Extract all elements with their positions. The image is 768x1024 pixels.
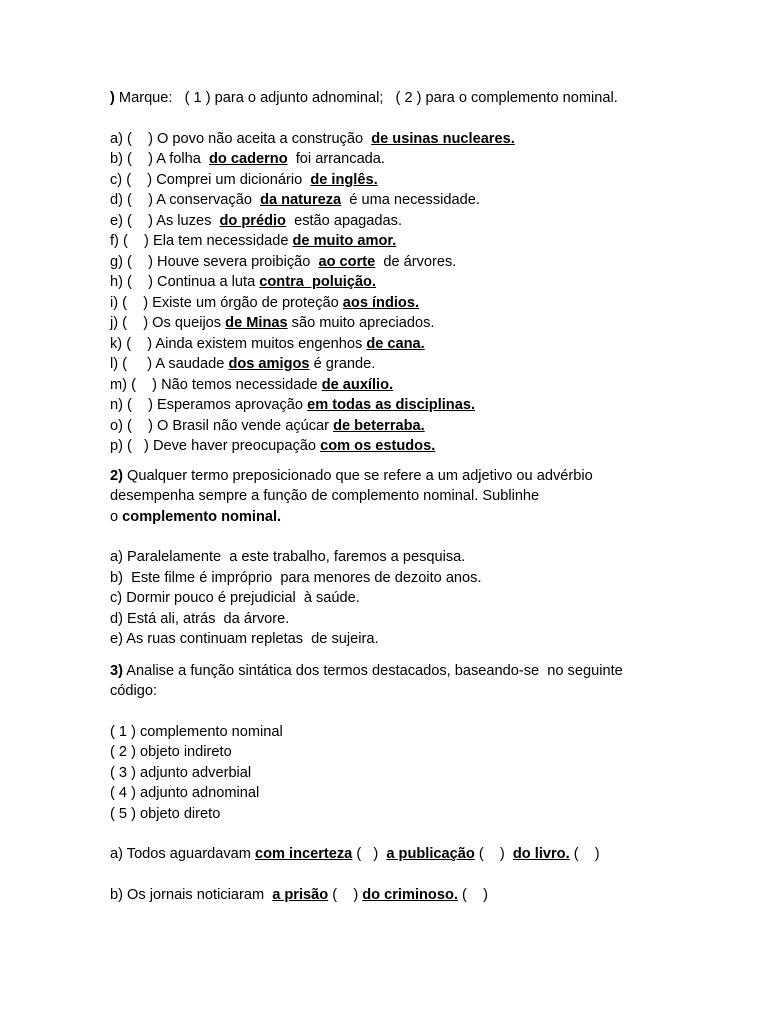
q3-code-option: ( 3 ) adjunto adverbial bbox=[110, 764, 252, 781]
q1-item-highlighted-term: com os estudos. bbox=[320, 438, 436, 454]
q3-item-a-term: do livro. bbox=[512, 846, 570, 862]
q3-item-a bbox=[110, 844, 670, 865]
q2-item-list bbox=[110, 547, 670, 650]
q1-item bbox=[110, 231, 670, 252]
q1-item-text: o) ( ) O Brasil não vende açúcar bbox=[110, 417, 334, 434]
q1-item bbox=[110, 375, 670, 396]
q3-item-a-term: com incerteza bbox=[254, 846, 353, 862]
q1-item-text: i) ( ) Existe um órgão de proteção bbox=[110, 294, 343, 311]
q1-item-highlighted-term: ao corte bbox=[318, 253, 376, 270]
q1-item-highlighted-term: de Minas bbox=[225, 315, 288, 331]
q1-item-highlighted-term: de inglês. bbox=[310, 171, 378, 188]
q1-item bbox=[110, 211, 670, 232]
q2-item: d) Está ali, atrás da árvore. bbox=[110, 610, 290, 627]
q3-item-a-blank: ( ) bbox=[569, 846, 600, 862]
q1-item-text: n) ( ) Esperamos aprovação bbox=[110, 397, 308, 413]
q1-item-highlighted-term: em todas as disciplinas. bbox=[307, 397, 476, 413]
q2-item: c) Dormir pouco é prejudicial à saúde. bbox=[110, 590, 360, 606]
q1-item bbox=[110, 436, 670, 457]
q1-item-highlighted-term: de cana. bbox=[366, 335, 425, 352]
q2-item: b) Este filme é impróprio para menores de dezoito anos. bbox=[110, 569, 482, 586]
q3-item-b-term: a prisão bbox=[272, 886, 329, 903]
q1-item-highlighted-term: contra poluição. bbox=[259, 274, 377, 290]
q1-item-text: h) ( ) Continua a luta bbox=[110, 274, 260, 290]
q1-item-text: e) ( ) As luzes bbox=[110, 212, 220, 229]
q1-item bbox=[110, 416, 670, 437]
q3-item-b-blank: ( ) bbox=[328, 886, 363, 903]
q2-item: a) Paralelamente a este trabalho, faremos a pesquisa. bbox=[110, 549, 466, 565]
q3-code-list bbox=[110, 722, 670, 825]
q1-item-text: são muito apreciados. bbox=[287, 315, 435, 331]
q1-item-text: de árvores. bbox=[375, 253, 457, 270]
q1-item-text: l) ( ) A saudade bbox=[110, 356, 229, 372]
q1-item-text: b) ( ) A folha bbox=[110, 151, 209, 167]
q3-item-b-text: b) Os jornais noticiaram bbox=[110, 886, 273, 903]
q1-item bbox=[110, 129, 670, 150]
q1-item-text: f) ( ) Ela tem necessidade bbox=[110, 233, 293, 249]
q3-code-option: ( 1 ) complemento nominal bbox=[110, 723, 283, 740]
q1-item-text: foi arrancada. bbox=[287, 151, 385, 167]
q1-item-text: é uma necessidade. bbox=[341, 192, 480, 208]
q3-code-option: ( 5 ) objeto direto bbox=[110, 805, 221, 822]
q1-item-text: m) ( ) Não temos necessidade bbox=[110, 376, 322, 393]
q1-item bbox=[110, 395, 670, 416]
q3-statement-line2 bbox=[110, 681, 670, 702]
q1-item-text: j) ( ) Os queijos bbox=[110, 315, 226, 331]
q3-item-a-text: a) Todos aguardavam bbox=[110, 846, 255, 862]
q1-item bbox=[110, 334, 670, 355]
q1-item-list bbox=[110, 129, 670, 457]
q2-text-line3-prefix: o bbox=[110, 508, 123, 525]
q1-item-highlighted-term: de auxílio. bbox=[321, 376, 394, 393]
q3-item-a-blank: ( ) bbox=[474, 846, 513, 862]
q3-number: 3) bbox=[110, 662, 123, 679]
q2-statement-line1 bbox=[110, 466, 670, 487]
q3-statement-line1 bbox=[110, 661, 670, 682]
q1-item-highlighted-term: do prédio bbox=[219, 212, 286, 229]
q2-item: e) As ruas continuam repletas de sujeira. bbox=[110, 631, 379, 647]
q1-item-text: a) ( ) O povo não aceita a construção bbox=[110, 130, 372, 147]
q1-item bbox=[110, 293, 670, 314]
q1-item-text: g) ( ) Houve severa proibição bbox=[110, 253, 319, 270]
q1-item-highlighted-term: de muito amor. bbox=[292, 233, 397, 249]
q2-text-line3-bold: complemento nominal. bbox=[122, 508, 282, 525]
q1-item-highlighted-term: dos amigos bbox=[228, 356, 310, 372]
q3-code-option: ( 4 ) adjunto adnominal bbox=[110, 785, 260, 801]
q1-item-highlighted-term: do caderno bbox=[208, 151, 288, 167]
q1-item bbox=[110, 354, 670, 375]
q1-item-highlighted-term: da natureza bbox=[260, 192, 342, 208]
q1-item bbox=[110, 170, 670, 191]
q1-item bbox=[110, 313, 670, 334]
q1-item-text: k) ( ) Ainda existem muitos engenhos bbox=[110, 335, 367, 352]
q3-item-b bbox=[110, 885, 670, 906]
q2-statement-line2 bbox=[110, 486, 670, 507]
q3-item-a-blank: ( ) bbox=[352, 846, 387, 862]
q2-number: 2) bbox=[110, 467, 123, 484]
worksheet-content bbox=[110, 88, 670, 905]
q2-text-line2: desempenha sempre a função de complemento nominal. Sublinhe bbox=[110, 488, 540, 504]
q1-item bbox=[110, 190, 670, 211]
q2-text-line1: Qualquer termo preposicionado que se refere a um adjetivo ou advérbio bbox=[122, 467, 593, 484]
q1-instruction bbox=[110, 88, 670, 109]
q1-item-text: estão apagadas. bbox=[285, 212, 402, 229]
q1-number: ) bbox=[110, 90, 115, 106]
q1-item bbox=[110, 149, 670, 170]
q3-text-line1: Analise a função sintática dos termos destacados, baseando-se no seguinte bbox=[122, 662, 623, 679]
q3-item-b-term: do criminoso. bbox=[362, 886, 458, 903]
q1-item bbox=[110, 252, 670, 273]
q2-statement-line3 bbox=[110, 507, 670, 528]
q1-instruction-text: Marque: ( 1 ) para o adjunto adnominal; ( 2 ) para o complemento nominal. bbox=[114, 90, 618, 106]
q3-code-option: ( 2 ) objeto indireto bbox=[110, 744, 232, 760]
q1-item-highlighted-term: de beterraba. bbox=[333, 417, 425, 434]
q3-text-line2: código: bbox=[110, 683, 158, 699]
q1-item-text: p) ( ) Deve haver preocupação bbox=[110, 438, 321, 454]
q1-item-text: c) ( ) Comprei um dicionário bbox=[110, 171, 311, 188]
q1-item-text: d) ( ) A conservação bbox=[110, 192, 261, 208]
q1-item-highlighted-term: aos índios. bbox=[342, 294, 420, 311]
q3-item-a-term: a publicação bbox=[386, 846, 475, 862]
q1-item bbox=[110, 272, 670, 293]
q3-item-b-blank: ( ) bbox=[457, 886, 488, 903]
q1-item-highlighted-term: de usinas nucleares. bbox=[371, 130, 515, 147]
q1-item-text: é grande. bbox=[309, 356, 376, 372]
